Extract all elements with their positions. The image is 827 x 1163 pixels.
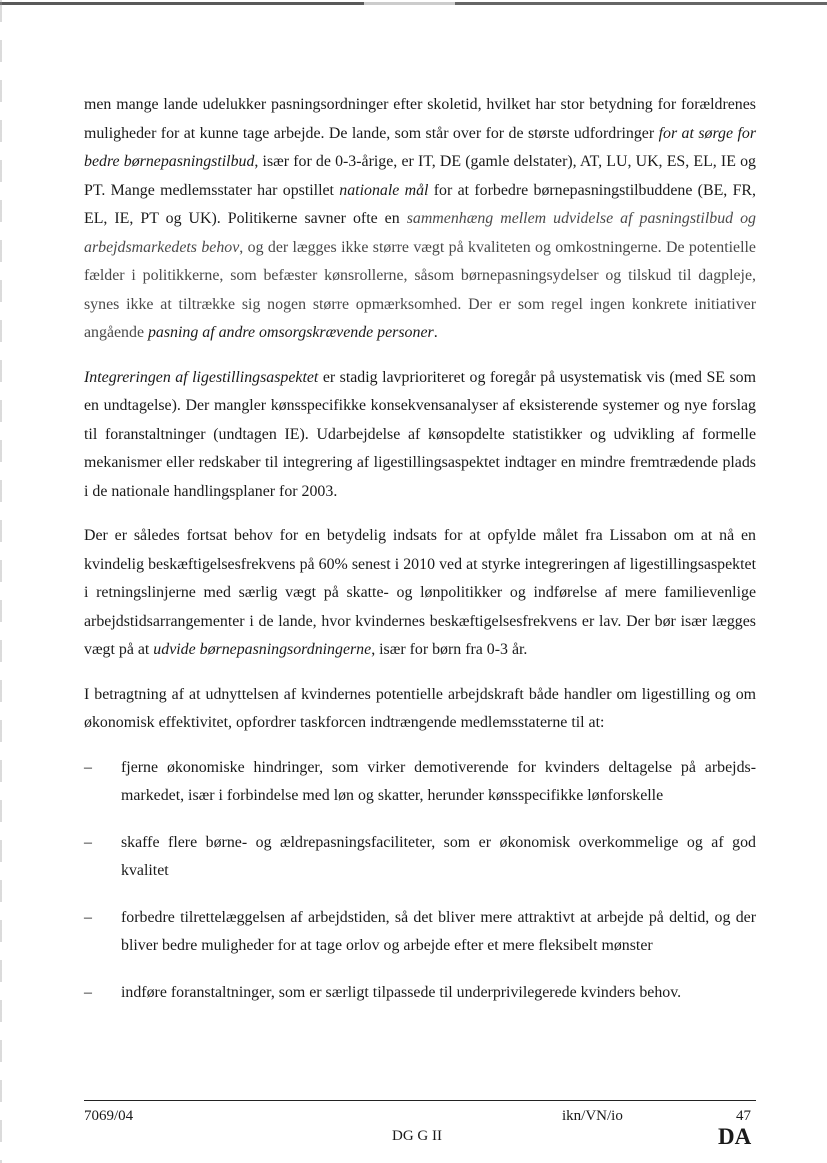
list-item-text: forbedre tilrettelæggelsen af arbejdstiden, så det bliver mere attraktivt at arbejde på deltid, og der bliver bedre muligheder for at tage orlov og arbejde efter et mere fleksibelt mønster — [121, 908, 756, 954]
text-run: er stadig lavprioriteret og foregår på usystematisk vis (med SE som en undtagelse). Der mangler kønsspecifikke konsekvensanalyser af eksisterende systemer og nye forslag til foranstaltninger (undtagen IE). Udarbejdelse af kønsopdelte statistikker og udvikling af formelle mekanismer eller redskaber til integrering af ligestillingsaspektet indtager en mindre fremtrædende plads i de nationale handlingsplaner for 2003. — [84, 368, 756, 500]
paragraph-lisbon-target — [84, 522, 756, 665]
footer-page-number: 47 — [736, 1108, 751, 1124]
list-item-text: fjerne økonomiske hindringer, som virker demotiverende for kvinders deltagelse på arbejdsmarkedet, især i forbindelse med løn og skatter, herunder kønsspecifikke lønforskelle — [121, 758, 756, 804]
text-run: , især for de 0-3-årige, er IT, DE (gamle delstater), AT, LU, UK, ES, EL, IE og PT. Mange medlemsstater har opstillet — [84, 153, 756, 199]
emphasis-run: nationale mål — [339, 181, 429, 199]
text-run: I betragtning af at udnyttelsen af kvindernes potentielle arbejdskraft både handler om ligestilling og om økonomisk effektivitet, opfordrer taskforcen indtrængende medlemsstaterne til at: — [84, 685, 756, 731]
dash-marker: – — [84, 908, 92, 926]
footer-directorate: DG G II — [392, 1128, 442, 1144]
footer-document-number: 7069/04 — [84, 1108, 134, 1124]
page-body — [84, 91, 756, 1025]
list-item — [84, 829, 756, 886]
emphasis-run: Integreringen af ligestillingsaspektet — [84, 368, 319, 386]
footer-author-initials: ikn/VN/io — [562, 1108, 623, 1124]
scan-edge-left — [0, 0, 2, 1163]
text-run: for at forbedre børnepasningstilbuddene (BE, FR, EL, IE, PT og UK). Politikerne savner ofte en — [84, 181, 756, 227]
footer-language-code: DA — [718, 1124, 752, 1149]
text-run: men mange lande udelukker pasningsordninger efter skoletid, hvilket har stor betydning for forældrenes muligheder for at kunne tage arbejde. De lande, som står over for de største udfordringer — [84, 96, 756, 142]
recommendation-list — [84, 754, 756, 1008]
text-run: Der er således fortsat behov for en betydelig indsats for at opfylde målet fra Lissabon om at nå en kvindelig beskæftigelsesfrekvens på 60% senest i 2010 ved at styrke integreringen af ligestillingsaspektet i retningslinjerne med særlig vægt på skatte- og lønpolitikker og indførelse af mere familievenlige arbejdstidsarrangementer i de lande, hvor kvindernes beskæftigelsesfrekvens er lav. Der bør især lægges vægt på at — [84, 527, 756, 658]
text-run: , især for børn fra 0-3 år. — [371, 641, 528, 658]
emphasis-run: sammenhæng mellem udvidelse af pasningstilbud og arbejdsmarkedets behov — [84, 210, 756, 256]
paragraph-taskforce-call — [84, 681, 756, 738]
paragraph-gender-mainstreaming — [84, 364, 756, 507]
emphasis-run: udvide børnepasningsordningerne — [153, 641, 372, 658]
emphasis-run: pasning af andre omsorgskrævende personer — [147, 324, 434, 341]
text-run: , og der lægges ikke større vægt på kvaliteten og omkostningerne. De potentielle fælder i politikkerne, som befæster kønsrollerne, såsom børnepasningsydelser og tilskud til dagpleje, synes ikke at tiltrække sig nogen større opmærksomhed. Der er som regel ingen konkrete initiativer angående — [84, 238, 756, 341]
text-run: . — [433, 324, 438, 341]
list-item — [84, 904, 756, 961]
scan-edge-top — [0, 2, 827, 5]
emphasis-run: for at sørge for bedre børnepasningstilbud — [84, 124, 757, 170]
paragraph-childcare — [84, 91, 756, 348]
list-item-text: skaffe flere børne- og ældrepasningsfaciliteter, som er økonomisk overkommelige og af god kvalitet — [121, 833, 756, 879]
footer-divider — [84, 1100, 756, 1101]
list-item — [84, 979, 756, 1008]
dash-marker: – — [84, 758, 92, 776]
dash-marker: – — [84, 833, 92, 851]
list-item-text: indføre foranstaltninger, som er særligt tilpassede til underprivilegerede kvinders behov. — [121, 983, 682, 1001]
dash-marker: – — [84, 983, 92, 1001]
list-item — [84, 754, 756, 811]
